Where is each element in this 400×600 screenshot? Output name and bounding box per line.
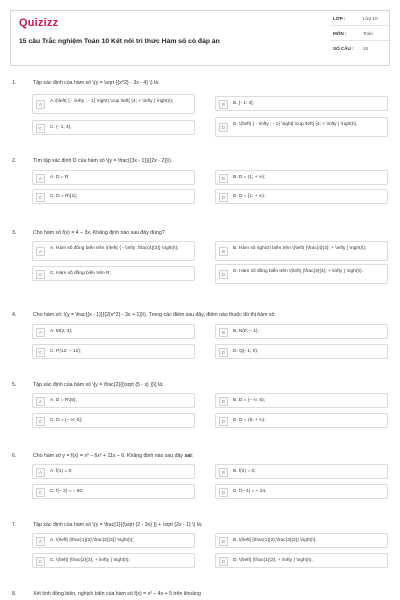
option-text: C. P(12; – 12); <box>50 349 82 354</box>
option-text: B. D = (1; + ∞); <box>233 175 266 180</box>
option-text: B. N(0; – 1); <box>233 329 259 334</box>
option-text: A. M(2; 3); <box>50 329 73 334</box>
meta-value: 15 <box>363 46 369 51</box>
meta-key: SỐ CÂU : <box>333 46 354 51</box>
option-a[interactable] <box>32 170 195 185</box>
option-letter: B <box>219 468 228 477</box>
option-text: D. D = (5; + ∞). <box>233 418 266 423</box>
option-a[interactable] <box>32 393 195 408</box>
option-letter: D <box>219 488 228 497</box>
question-text-plain: Cho hàm số y = f(x) = x³ – 6x² + 11x – 6. Khẳng định nào sau đây <box>33 453 185 459</box>
question-number: 4. <box>12 312 17 318</box>
question-text: Tập xác định của hàm số \[y = \frac{2}{{\sqrt {5 - x} }}\] là: <box>33 382 164 388</box>
option-text: B. [- 1; 4]; <box>233 101 254 106</box>
option-letter: A <box>36 247 45 256</box>
option-letter: A <box>36 468 45 477</box>
option-letter: C <box>36 488 45 497</box>
option-text: D. \(\left[ {\frac{1}{2}; + \infty } \right)\). <box>233 558 313 563</box>
option-text: D. f(– 4) = – 24. <box>233 489 267 494</box>
option-text: A. f(1) = 0; <box>50 469 73 474</box>
option-a[interactable] <box>32 464 195 479</box>
option-b[interactable] <box>215 393 388 408</box>
option-text: A. \(\left[ {\frac{1}{2};\frac{2}{3}} \right)\); <box>50 538 134 543</box>
option-c[interactable] <box>32 266 195 281</box>
option-b[interactable] <box>215 324 388 339</box>
option-letter: C <box>36 557 45 566</box>
option-a[interactable] <box>32 324 195 339</box>
meta-value: Lớp 10 <box>363 16 378 21</box>
option-text: A. D = R; <box>50 175 70 180</box>
meta-table <box>331 11 391 56</box>
option-text: A.\(\left( { - \infty ; - 1} \right) \cup \left( {4; + \infty } \right)\); <box>50 99 174 104</box>
option-c[interactable] <box>32 484 195 499</box>
question-text: Tập xác định của hàm số \(y = \frac{1}{{\sqrt {2 - 3x} }} + \sqrt {2x - 1} \) là: <box>33 522 203 528</box>
question-number: 6. <box>12 453 17 459</box>
meta-key: MÔN : <box>333 31 347 36</box>
option-letter: A <box>36 328 45 337</box>
option-text: C. \(\left[ {\frac{2}{3}; + \infty } \right)\); <box>50 558 130 563</box>
option-text: C. Hàm số đồng biến trên R; <box>50 271 111 276</box>
meta-class-row <box>331 11 391 26</box>
question-text: Xét tính đồng biến, nghịch biến của hàm số f(x) = x² – 4x + 5 trên khoảng <box>33 591 201 597</box>
question-text: Cho hàm số: \(y = \frac{{x - 1}}{{2{x^2} - 3x + 1}}\). Trong các điểm sau đây, điểm nào thuộc đồ thị hàm số: <box>33 312 276 318</box>
option-letter: B <box>219 100 228 109</box>
option-letter: A <box>36 537 45 546</box>
option-text: C. (- 1; 4); <box>50 125 72 130</box>
option-text: B. \(\left[ {\frac{1}{2};\frac{3}{2}} \right)\); <box>233 538 317 543</box>
option-text: C. D = (– ∞; 5]; <box>50 418 83 423</box>
question-text-emphasis: sai <box>184 453 192 459</box>
option-letter: D <box>219 270 228 279</box>
option-letter: C <box>36 193 45 202</box>
question-number: 2. <box>12 158 17 164</box>
option-b[interactable] <box>215 170 388 185</box>
option-text: B. Hàm số nghịch biến trên \(\left( {\frac{4}{3}; + \infty } \right)\); <box>233 246 367 251</box>
option-text: B. f(2) = 0; <box>233 469 256 474</box>
option-d[interactable] <box>215 117 388 137</box>
option-a[interactable] <box>32 94 195 114</box>
option-letter: C <box>36 417 45 426</box>
option-d[interactable] <box>215 344 388 359</box>
option-b[interactable] <box>215 464 388 479</box>
question-text: Tìm tập xác định D của hàm số \(y = \frac{{3x - 1}}{{2x - 2}}\). <box>33 158 173 164</box>
option-text: C. f(– 2) = – 60; <box>50 489 84 494</box>
meta-count-row <box>331 41 391 56</box>
option-b[interactable] <box>215 533 388 548</box>
option-text: D. Q(- 1; 0). <box>233 349 259 354</box>
option-c[interactable] <box>32 344 195 359</box>
meta-subject-row <box>331 26 391 41</box>
option-d[interactable] <box>215 189 388 204</box>
question-text-end: : <box>191 453 194 459</box>
question-number: 1. <box>12 80 17 86</box>
option-letter: A <box>36 397 45 406</box>
option-letter: B <box>219 247 228 256</box>
question-number: 5. <box>12 382 17 388</box>
option-letter: B <box>219 397 228 406</box>
option-letter: D <box>219 348 228 357</box>
question-text: Tập xác định của hàm số \(y = \sqrt {{x^2} - 3x - 4} \) là: <box>33 80 160 86</box>
option-c[interactable] <box>32 413 195 428</box>
question-text: Cho hàm số f(x) = 4 – 3x. Khẳng định nào sau đây đúng? <box>33 230 165 236</box>
option-letter: B <box>219 537 228 546</box>
option-text: D. \(\left( { - \infty ; - 1} \right] \cup \left[ {4; + \infty } \right)\). <box>233 122 358 127</box>
option-c[interactable] <box>32 189 195 204</box>
option-b[interactable] <box>215 241 388 261</box>
option-d[interactable] <box>215 413 388 428</box>
option-text: A. D = R\{5}; <box>50 398 77 403</box>
option-d[interactable] <box>215 553 388 568</box>
option-letter: D <box>219 123 228 132</box>
option-c[interactable] <box>32 120 195 135</box>
option-text: D. D = [1; + ∞). <box>233 194 266 199</box>
option-letter: A <box>36 100 45 109</box>
option-letter: D <box>219 417 228 426</box>
option-a[interactable] <box>32 533 195 548</box>
question-number: 7. <box>12 522 17 528</box>
page-title: 15 câu Trắc nghiệm Toán 10 Kết nối tri thức Hàm số có đáp án <box>19 38 220 45</box>
question-number: 8. <box>12 591 17 597</box>
option-letter: C <box>36 270 45 279</box>
option-letter: B <box>219 328 228 337</box>
option-letter: A <box>36 174 45 183</box>
option-letter: D <box>219 557 228 566</box>
option-text: C. D = R\{1}; <box>50 194 78 199</box>
meta-key: LỚP : <box>333 16 346 21</box>
option-letter: B <box>219 174 228 183</box>
option-text: A. Hàm số đồng biến trên \(\left( { - \infty ;\frac{4}{3}} \right)\); <box>50 246 179 251</box>
option-text: B. D = (– ∞; 5); <box>233 398 266 403</box>
option-c[interactable] <box>32 553 195 568</box>
option-a[interactable] <box>32 241 195 261</box>
option-text: D. Hàm số đồng biến trên \(\left( {\frac{3}{4}; + \infty } \right)\). <box>233 269 363 274</box>
worksheet-header: Quizizz 15 câu Trắc nghiệm Toán 10 Kết nối tri thức Hàm số có đáp án LỚP : Lớp 10 MÔN : Toán SỐ CÂU : 15 <box>10 10 390 66</box>
option-letter: C <box>36 124 45 133</box>
question-number: 3. <box>12 230 17 236</box>
option-d[interactable] <box>215 484 388 499</box>
question-text <box>33 453 388 459</box>
option-d[interactable] <box>215 264 388 284</box>
option-b[interactable] <box>215 96 388 111</box>
option-letter: C <box>36 348 45 357</box>
meta-value: Toán <box>363 31 373 36</box>
option-letter: D <box>219 193 228 202</box>
